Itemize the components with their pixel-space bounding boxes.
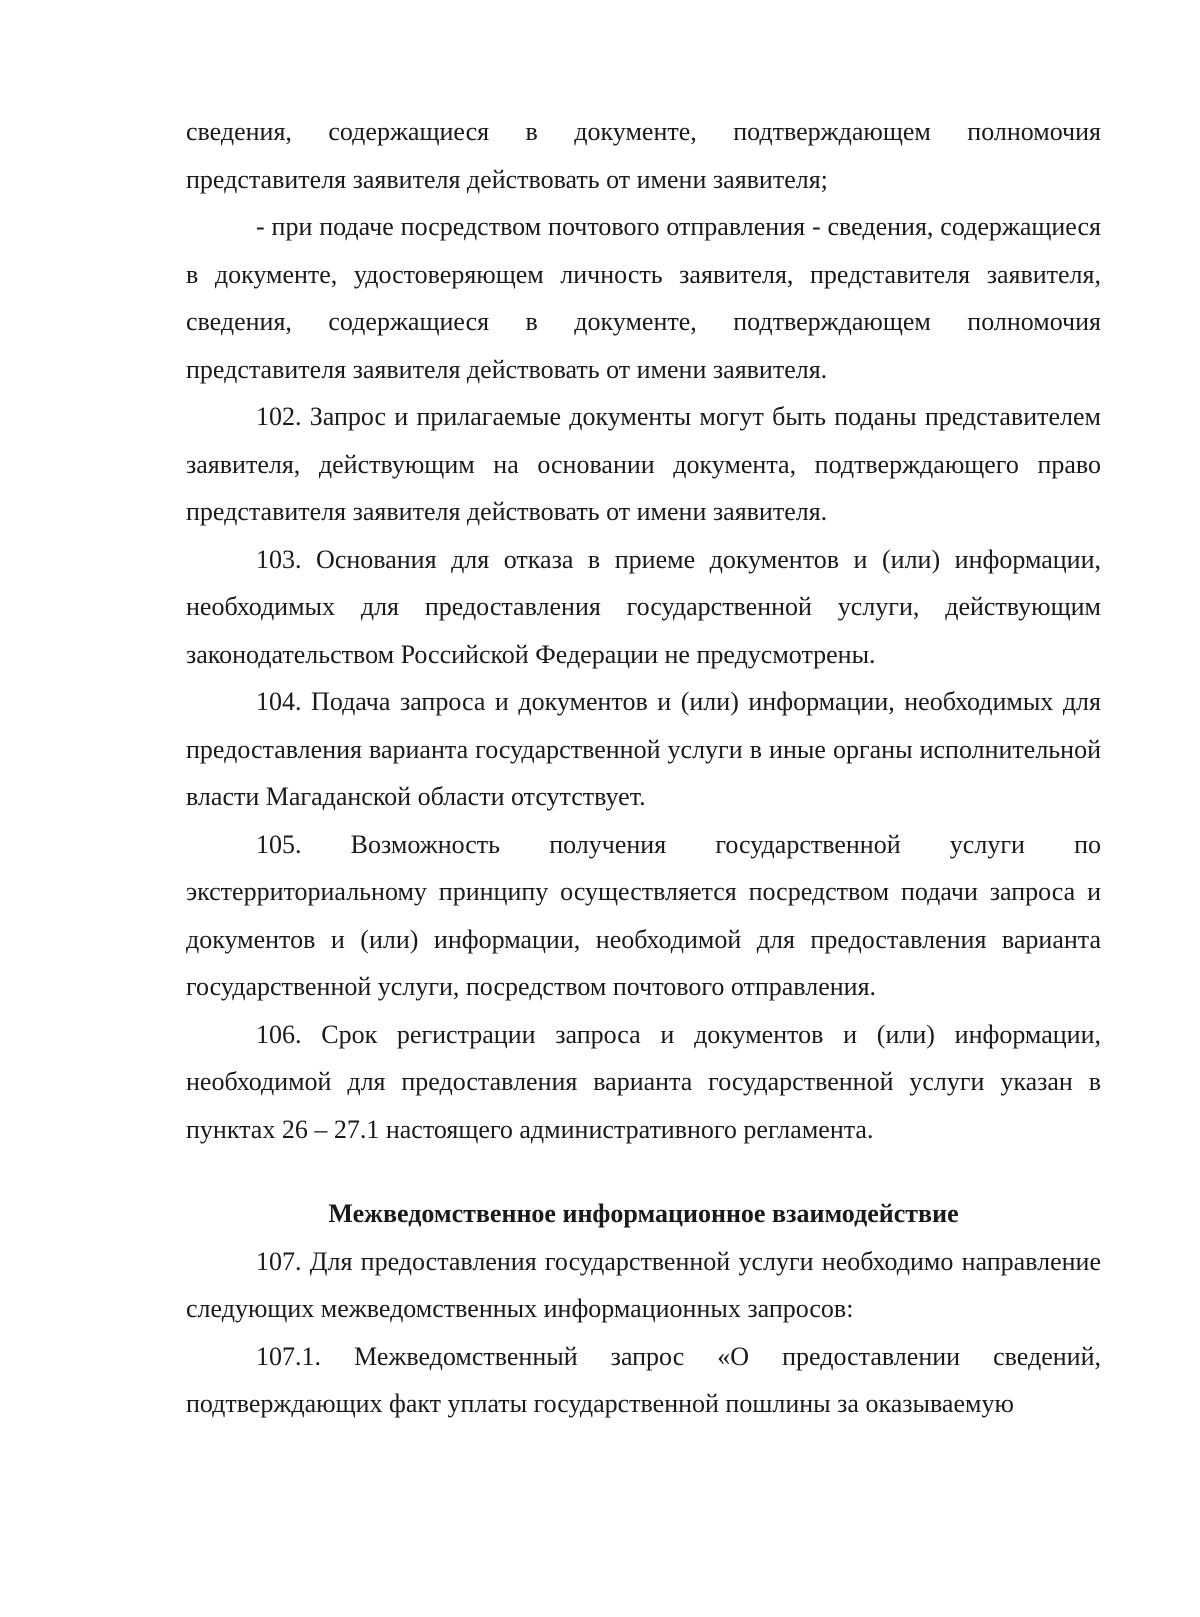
- paragraph-107: 107. Для предоставления государственной услуги необходимо направление следующих межведомственных информационных запросов:: [186, 1246, 1101, 1323]
- paragraph-104: 104. Подача запроса и документов и (или) информации, необходимых для предоставления варианта государственной услуги в иные органы исполнительной власти Магаданской области отсутствует.: [186, 687, 1101, 811]
- document-body: [186, 108, 1101, 1428]
- section-heading: Межведомственное информационное взаимодействие: [328, 1199, 959, 1228]
- paragraph-postal-submission: - при подаче посредством почтового отправления - сведения, содержащиеся в документе, удостоверяющем личность заявителя, представителя заявителя, сведения, содержащиеся в документе, подтверждающем полномочия представителя заявителя действовать от имени заявителя.: [186, 212, 1101, 384]
- paragraph-105: 105. Возможность получения государственной услуги по экстерриториальному принципу осуществляется посредством подачи запроса и документов и (или) информации, необходимой для предоставления варианта государственной услуги, посредством почтового отправления.: [186, 829, 1101, 1001]
- paragraph-106: 106. Срок регистрации запроса и документов и (или) информации, необходимой для предоставления варианта государственной услуги указан в пунктах 26 – 27.1 настоящего административного регламента.: [186, 1019, 1101, 1144]
- paragraph-continuation: сведения, содержащиеся в документе, подтверждающем полномочия представителя заявителя действовать от имени заявителя;: [186, 117, 1101, 194]
- paragraph-102: 102. Запрос и прилагаемые документы могут быть поданы представителем заявителя, действующим на основании документа, подтверждающего право представителя заявителя действовать от имени заявителя.: [186, 402, 1101, 526]
- paragraph-103: 103. Основания для отказа в приеме документов и (или) информации, необходимых для предоставления государственной услуги, действующим законодательством Российской Федерации не предусмотрены.: [186, 544, 1101, 669]
- paragraph-107-1: 107.1. Межведомственный запрос «О предоставлении сведений, подтверждающих факт уплаты государственной пошлины за оказываемую: [186, 1341, 1101, 1418]
